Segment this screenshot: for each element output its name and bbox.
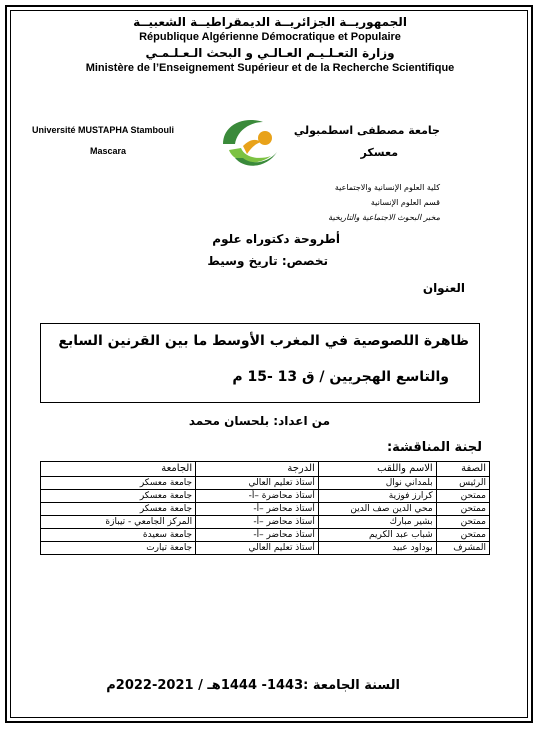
academic-year: السنة الجامعة :1443- 1444هـ / 2021-2022م: [106, 678, 400, 693]
ministry-ar: وزارة التعـلـيـم العـالـي و البحث الـعـلـمـي: [145, 46, 395, 60]
cell-name: بلمداني نوال: [318, 477, 436, 490]
cell-name: بشير مبارك: [318, 516, 436, 529]
university-city-ar: معسكر: [360, 146, 398, 159]
university-name-fr: Université MUSTAPHA Stambouli: [32, 125, 175, 135]
cell-role: ممتحن: [436, 529, 489, 542]
cell-name: محي الدين صف الدين: [318, 503, 436, 516]
title-box: [40, 323, 480, 403]
cell-role: ممتحن: [436, 516, 489, 529]
table-row: [41, 516, 490, 529]
department-name: قسم العلوم الإنسانية: [370, 198, 440, 207]
thesis-type: أطروحة دكتوراه علوم: [212, 232, 340, 246]
lab-name: مخبر البحوث الاجتماعية والتاريخية: [328, 213, 440, 222]
title-label: العنوان: [422, 281, 465, 295]
cell-grade: أستاذ محاضرة –أ-: [196, 490, 319, 503]
university-name-ar: جامعة مصطفى اسطمبولي: [293, 124, 440, 137]
university-logo-icon: [215, 112, 285, 172]
republic-ar: الجمهوريــة الجزائريــة الديمقراطيــة الشعبيــة: [133, 15, 407, 29]
cell-role: ممتحن: [436, 503, 489, 516]
cell-role: ممتحن: [436, 490, 489, 503]
table-row: [41, 542, 490, 555]
faculty-name: كلية العلوم الإنسانية والاجتماعية: [334, 183, 440, 192]
republic-fr: République Algérienne Démocratique et Populaire: [139, 31, 401, 43]
cell-grade: أستاذ محاضر –أ-: [196, 503, 319, 516]
cell-university: جامعة معسكر: [41, 503, 196, 516]
thesis-title-line-1: ظاهرة اللصوصية في المغرب الأوسط ما بين القرنين السابع: [58, 333, 469, 349]
thesis-specialty: تخصص: تاريخ وسيط: [207, 254, 328, 268]
cell-grade: أستاذ تعليم العالي: [196, 477, 319, 490]
table-row: [41, 529, 490, 542]
cell-name: شباب عبد الكريم: [318, 529, 436, 542]
cell-role: المشرف: [436, 542, 489, 555]
thesis-title-line-2: والتاسع الهجريين / ق 13 -15 م: [232, 369, 449, 385]
table-header-row: [41, 462, 490, 477]
cell-name: كرارز فوزية: [318, 490, 436, 503]
table-row: [41, 477, 490, 490]
header-university: الجامعة: [41, 462, 196, 477]
cell-role: الرئيس: [436, 477, 489, 490]
cell-university: جامعة معسكر: [41, 477, 196, 490]
author: من اعداد: بلحسان محمد: [188, 414, 330, 428]
ministry-fr: Ministère de l’Enseignement Supérieur et de la Recherche Scientifique: [85, 62, 455, 74]
table-row: [41, 503, 490, 516]
cell-grade: أستاذ محاضر –أ-: [196, 516, 319, 529]
cell-university: المركز الجامعي - تيبازة: [41, 516, 196, 529]
header-grade: الدرجة: [196, 462, 319, 477]
cell-university: جامعة سعيدة: [41, 529, 196, 542]
table-row: [41, 490, 490, 503]
cell-university: جامعة تيارت: [41, 542, 196, 555]
header-role: الصفة: [436, 462, 489, 477]
header-name: الاسم واللقب: [318, 462, 436, 477]
university-city-fr: Mascara: [90, 146, 127, 156]
jury-label: لجنة المناقشة:: [386, 440, 482, 455]
cell-grade: أستاذ محاضر –أ-: [196, 529, 319, 542]
cell-grade: أستاذ تعليم العالي: [196, 542, 319, 555]
cell-university: جامعة معسكر: [41, 490, 196, 503]
jury-table: [40, 461, 490, 555]
cell-name: بوداود عبيد: [318, 542, 436, 555]
